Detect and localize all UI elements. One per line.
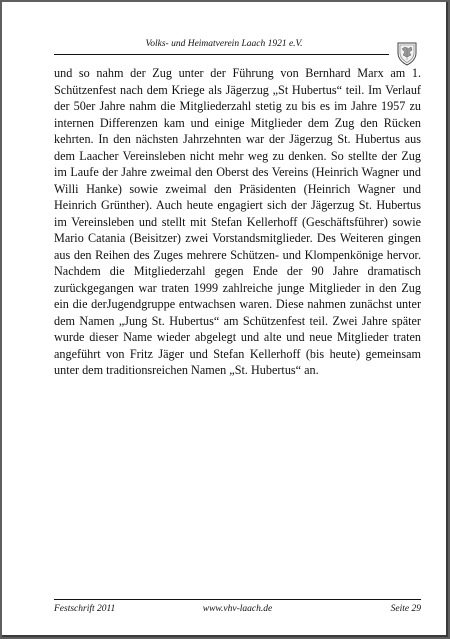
body-paragraph: und so nahm der Zug unter der Führung von Bernhard Marx am 1. Schützenfest nach dem Kriege als Jägerzug „St Hubertus“ teil. Im Verlauf der 50er Jahre nahm die Mitgliederzahl stetig zu bis es im Jahre 1957 zu internen Differenzen kam und einige Mitglieder dem Zug den Rücken kehrten. In den nächsten Jahrzehnten war der Jägerzug St. Hubertus aus dem Laacher Vereinsleben nicht mehr weg zu denken. So stellte der Zug im Laufe der Jahre zweimal den Oberst des Vereins (Heinrich Wagner und Willi Hanke) sowie zweimal den Präsidenten (Heinrich Wagner und Heinrich Grünther). Auch heute engagiert sich der Jägerzug St. Hubertus im Vereinsleben und stellt mit Stefan Kellerhoff (Geschäftsführer) sowie Mario Catania (Beisitzer) zwei Vorstandsmitglieder. Des Weiteren gingen aus den Reihen des Zuges mehrere Schützen- und Klompenkönige hervor. Nachdem die Mitgliederzahl gegen Ende der 90 Jahre dramatisch zurückgegangen war traten 1999 zahlreiche junge Mitglieder in den Zug ein die derJugendgruppe entwachsen waren. Diese nahmen zunächst unter dem Namen „Jung St. Hubertus“ am Schützenfest teil. Zwei Jahre später wurde dieser Name wieder abgelegt und alte und neue Mitglieder traten angeführt von Fritz Jäger und Stefan Kellerhoff (bis heute) gemeinsam unter dem traditionsreichen Namen „St. Hubertus“ an. <box>54 66 421 377</box>
header-divider <box>54 54 389 55</box>
footer-website-link[interactable]: www.vhv-laach.de <box>202 604 273 614</box>
footer-page-number: Seite 29 <box>390 604 421 614</box>
coat-of-arms-icon <box>396 40 418 66</box>
document-page <box>2 2 448 637</box>
header-title: Volks- und Heimatverein Laach 1921 e.V. <box>145 39 303 49</box>
footer-divider <box>54 599 421 600</box>
footer-publication: Festschrift 2011 <box>54 604 116 614</box>
